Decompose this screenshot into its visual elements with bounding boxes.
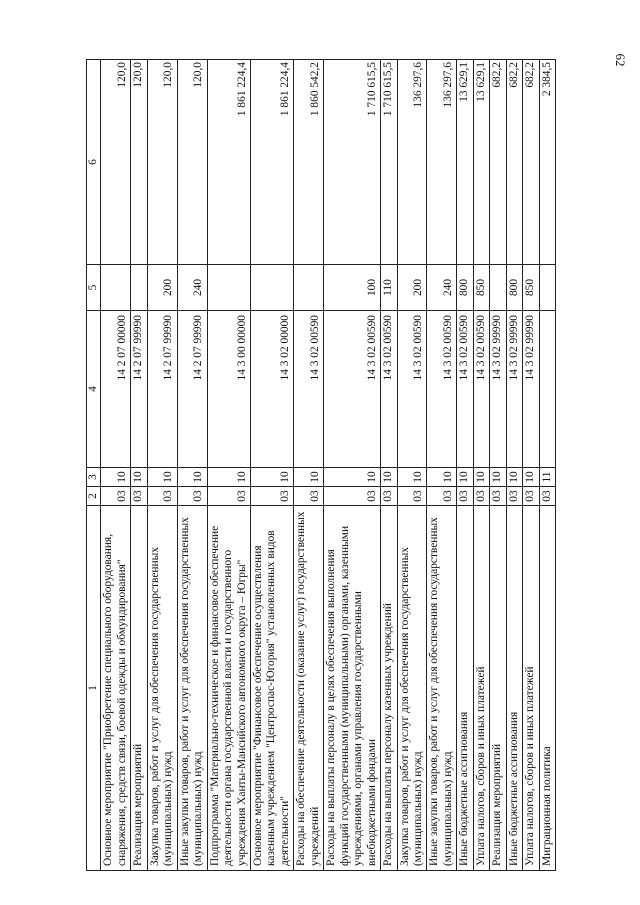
- section-code-cell: 03: [101, 487, 131, 506]
- subsection-code-cell: 10: [490, 468, 506, 487]
- expense-type-cell: 100: [324, 265, 381, 311]
- table-row: [294, 60, 324, 871]
- amount-cell: 2 384,5: [539, 60, 555, 265]
- header-cell: 3: [87, 468, 101, 487]
- section-code-cell: 03: [427, 487, 457, 506]
- table-row: [381, 60, 397, 871]
- target-article-cell: 14 3 02 00590: [473, 311, 489, 468]
- amount-cell: 136 297,6: [427, 60, 457, 265]
- table-row: [177, 60, 207, 871]
- expense-type-cell: [490, 265, 506, 311]
- section-code-cell: 03: [324, 487, 381, 506]
- expense-type-cell: [250, 265, 293, 311]
- row-name-cell: Расходы на выплаты персоналу в целях обеспечения выполнения функций государственными (муниципальными) органами, казенными учреждениями, органами управления государственными внебюджетными фондами: [324, 506, 381, 871]
- table-row: [427, 60, 457, 871]
- subsection-code-cell: 10: [177, 468, 207, 487]
- target-article-cell: 14 3 00 00000: [207, 311, 250, 468]
- section-code-cell: 03: [207, 487, 250, 506]
- table-row: [131, 60, 147, 871]
- header-cell: 2: [87, 487, 101, 506]
- subsection-code-cell: 10: [381, 468, 397, 487]
- subsection-code-cell: 10: [473, 468, 489, 487]
- section-code-cell: 03: [539, 487, 555, 506]
- table-row: [397, 60, 427, 871]
- target-article-cell: 14 3 02 00000: [250, 311, 293, 468]
- expense-type-cell: 800: [506, 265, 522, 311]
- section-code-cell: 03: [250, 487, 293, 506]
- target-article-cell: 14 3 02 99990: [523, 311, 539, 468]
- row-name-cell: Основное мероприятие "Финансовое обеспечение осуществления казенным учреждением "Центроспас-Югория" установленных видов деятельности": [250, 506, 293, 871]
- target-article-cell: 14 3 02 00590: [397, 311, 427, 468]
- amount-cell: 682,2: [523, 60, 539, 265]
- amount-cell: 13 629,1: [473, 60, 489, 265]
- header-cell: 6: [87, 60, 101, 265]
- table-row: [473, 60, 489, 871]
- target-article-cell: 14 3 02 00590: [427, 311, 457, 468]
- expense-type-cell: 800: [457, 265, 473, 311]
- target-article-cell: 14 2 07 99990: [147, 311, 177, 468]
- row-name-cell: Реализация мероприятий: [490, 506, 506, 871]
- target-article-cell: 14 3 02 00590: [381, 311, 397, 468]
- row-name-cell: Уплата налогов, сборов и иных платежей: [473, 506, 489, 871]
- subsection-code-cell: 10: [147, 468, 177, 487]
- subsection-code-cell: 11: [539, 468, 555, 487]
- header-cell: 4: [87, 311, 101, 468]
- subsection-code-cell: 10: [397, 468, 427, 487]
- section-code-cell: 03: [523, 487, 539, 506]
- header-cell: 1: [87, 506, 101, 871]
- row-name-cell: Расходы на обеспечение деятельности (оказание услуг) государственных учреждений: [294, 506, 324, 871]
- table-row: [457, 60, 473, 871]
- section-code-cell: 03: [381, 487, 397, 506]
- amount-cell: 120,0: [101, 60, 131, 265]
- subsection-code-cell: 10: [506, 468, 522, 487]
- section-code-cell: 03: [131, 487, 147, 506]
- table-row: [250, 60, 293, 871]
- row-name-cell: Иные закупки товаров, работ и услуг для обеспечения государственных (муниципальных) нужд: [177, 506, 207, 871]
- table-body: [101, 60, 556, 871]
- target-article-cell: [539, 311, 555, 468]
- expense-type-cell: 850: [523, 265, 539, 311]
- section-code-cell: 03: [457, 487, 473, 506]
- amount-cell: 1 710 615,5: [381, 60, 397, 265]
- section-code-cell: 03: [294, 487, 324, 506]
- table-row: [324, 60, 381, 871]
- row-name-cell: Закупка товаров, работ и услуг для обеспечения государственных (муниципальных) нужд: [147, 506, 177, 871]
- subsection-code-cell: 10: [457, 468, 473, 487]
- row-name-cell: Иные закупки товаров, работ и услуг для обеспечения государственных (муниципальных) нужд: [427, 506, 457, 871]
- target-article-cell: 14 3 02 99990: [490, 311, 506, 468]
- table-row: [101, 60, 131, 871]
- row-name-cell: Иные бюджетные ассигнования: [506, 506, 522, 871]
- table-row: [539, 60, 555, 871]
- subsection-code-cell: 10: [427, 468, 457, 487]
- table-row: [523, 60, 539, 871]
- target-article-cell: 14 2 07 99990: [177, 311, 207, 468]
- section-code-cell: 03: [473, 487, 489, 506]
- page-number: 62: [613, 53, 628, 67]
- target-article-cell: 14 3 02 00590: [457, 311, 473, 468]
- table-row: [506, 60, 522, 871]
- amount-cell: 1 861 224,4: [250, 60, 293, 265]
- section-code-cell: 03: [397, 487, 427, 506]
- section-code-cell: 03: [177, 487, 207, 506]
- subsection-code-cell: 10: [324, 468, 381, 487]
- header-cell: 5: [87, 265, 101, 311]
- amount-cell: 120,0: [177, 60, 207, 265]
- amount-cell: 1 861 224,4: [207, 60, 250, 265]
- expense-type-cell: 240: [427, 265, 457, 311]
- row-name-cell: Миграционная политика: [539, 506, 555, 871]
- target-article-cell: 14 2 07 00000: [101, 311, 131, 468]
- row-name-cell: Закупка товаров, работ и услуг для обеспечения государственных (муниципальных) нужд: [397, 506, 427, 871]
- section-code-cell: 03: [506, 487, 522, 506]
- target-article-cell: 14 3 02 00590: [324, 311, 381, 468]
- expense-type-cell: [101, 265, 131, 311]
- expense-type-cell: 240: [177, 265, 207, 311]
- row-name-cell: Реализация мероприятий: [131, 506, 147, 871]
- expense-type-cell: [131, 265, 147, 311]
- expense-type-cell: [294, 265, 324, 311]
- subsection-code-cell: 10: [250, 468, 293, 487]
- expense-type-cell: 200: [147, 265, 177, 311]
- header-row: [87, 60, 101, 871]
- amount-cell: 682,2: [490, 60, 506, 265]
- table-row: [490, 60, 506, 871]
- amount-cell: 13 629,1: [457, 60, 473, 265]
- rotated-table-wrapper: [86, 60, 591, 871]
- subsection-code-cell: 10: [294, 468, 324, 487]
- subsection-code-cell: 10: [131, 468, 147, 487]
- subsection-code-cell: 10: [101, 468, 131, 487]
- row-name-cell: Основное мероприятие "Приобретение специального оборудования, снаряжения, средств связи, боевой одежды и обмундирования": [101, 506, 131, 871]
- amount-cell: 120,0: [131, 60, 147, 265]
- section-code-cell: 03: [490, 487, 506, 506]
- row-name-cell: Подпрограмма "Материально-техническое и финансовое обеспечение деятельности органа государственной власти и государственного учреждения Ханты-Мансийского автономного округа – Югры": [207, 506, 250, 871]
- row-name-cell: Уплата налогов, сборов и иных платежей: [523, 506, 539, 871]
- expense-type-cell: 200: [397, 265, 427, 311]
- amount-cell: 1 860 542,2: [294, 60, 324, 265]
- table-row: [207, 60, 250, 871]
- row-name-cell: Иные бюджетные ассигнования: [457, 506, 473, 871]
- amount-cell: 120,0: [147, 60, 177, 265]
- subsection-code-cell: 10: [523, 468, 539, 487]
- subsection-code-cell: 10: [207, 468, 250, 487]
- amount-cell: 136 297,6: [397, 60, 427, 265]
- expense-type-cell: 850: [473, 265, 489, 311]
- target-article-cell: 14 2 07 99990: [131, 311, 147, 468]
- budget-table: [86, 59, 556, 871]
- amount-cell: 1 710 615,5: [324, 60, 381, 265]
- section-code-cell: 03: [147, 487, 177, 506]
- target-article-cell: 14 3 02 00590: [294, 311, 324, 468]
- expense-type-cell: [539, 265, 555, 311]
- amount-cell: 682,2: [506, 60, 522, 265]
- row-name-cell: Расходы на выплаты персоналу казенных учреждений: [381, 506, 397, 871]
- target-article-cell: 14 3 02 99990: [506, 311, 522, 468]
- expense-type-cell: 110: [381, 265, 397, 311]
- table-row: [147, 60, 177, 871]
- expense-type-cell: [207, 265, 250, 311]
